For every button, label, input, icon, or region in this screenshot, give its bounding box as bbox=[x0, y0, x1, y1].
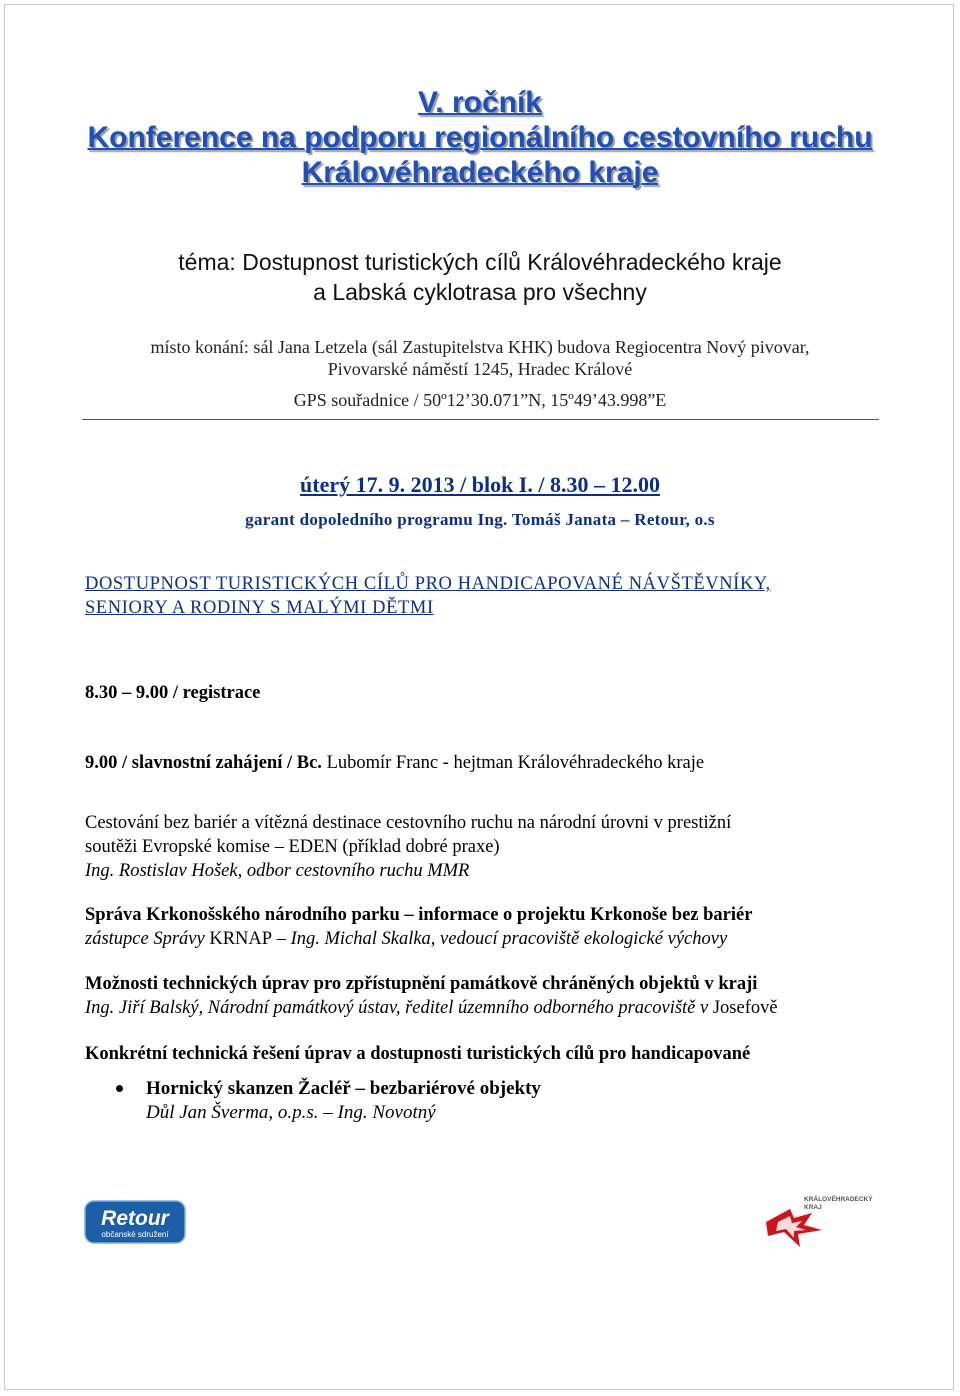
retour-logo-name: Retour bbox=[101, 1207, 169, 1230]
session-theme-line-2: SENIORY A RODINY S MALÝMI DĚTMI bbox=[85, 598, 434, 618]
program-item-3-speaker bbox=[85, 996, 885, 1020]
topic-line-2: a Labská cyklotrasa pro všechny bbox=[313, 279, 647, 305]
conference-title: Konference na podporu regionálního cestovního ruchu bbox=[87, 121, 873, 154]
program-item-3-speaker-b: Josefově bbox=[712, 998, 778, 1018]
opening-item bbox=[85, 751, 885, 775]
session-theme-line-1: DOSTUPNOST TURISTICKÝCH CÍLŮ PRO HANDICAPOVANÉ NÁVŠTĚVNÍKY, bbox=[85, 574, 771, 594]
program-item-2-speaker-a: zástupce Správy bbox=[85, 929, 210, 949]
session-date bbox=[0, 472, 960, 498]
kraj-logo-line-2: KRAJ bbox=[804, 1204, 822, 1211]
program-item-3-speaker-a: Ing. Jiří Balský, Národní památkový ústav, ředitel územního odborného pracoviště v bbox=[85, 998, 713, 1018]
gps-coordinates: GPS souřadnice / 50º12’30.071”N, 15º49’43.998”E bbox=[293, 390, 667, 410]
kraj-logo bbox=[764, 1192, 876, 1255]
program-item-1-title-1: Cestování bez bariér a vítězná destinace cestovního ruchu na národní úrovni v prestižní bbox=[85, 813, 732, 833]
registration-item: 8.30 – 9.00 / registrace bbox=[85, 683, 261, 703]
program-item-3 bbox=[85, 972, 885, 1020]
kraj-logo-line-1: KRÁLOVÉHRADECKÝ bbox=[804, 1196, 873, 1203]
bullet-text bbox=[146, 1077, 886, 1125]
program-item-2-speaker bbox=[85, 927, 885, 951]
venue-line-2: Pivovarské náměstí 1245, Hradec Králové bbox=[327, 359, 633, 379]
program-item-2-title: Správa Krkonošského národního parku – informace o projektu Krkonoše bez bariér bbox=[85, 905, 753, 925]
bullet-subtitle: Důl Jan Šverma, o.p.s. – Ing. Novotný bbox=[146, 1102, 436, 1123]
bullet-icon bbox=[116, 1085, 123, 1092]
program-item-4-title: Konkrétní technická řešení úprav a dostupnosti turistických cílů pro handicapované bbox=[85, 1044, 751, 1064]
opening-speaker: Lubomír Franc - hejtman Královéhradeckého kraje bbox=[321, 753, 705, 773]
bullet-title: Hornický skanzen Žacléř – bezbariérové objekty bbox=[146, 1078, 541, 1099]
session-date-text: úterý 17. 9. 2013 / blok I. / 8.30 – 12.00 bbox=[300, 472, 660, 497]
program-item-1-title-2: soutěži Evropské komise – EDEN (příklad dobré praxe) bbox=[85, 837, 500, 857]
opening-time: 9.00 / slavnostní zahájení / Bc. bbox=[85, 753, 322, 773]
session-garant: garant dopoledního programu Ing. Tomáš Janata – Retour, o.s bbox=[245, 510, 715, 529]
list-item bbox=[85, 1077, 885, 1127]
divider bbox=[82, 419, 879, 420]
program-item-2 bbox=[85, 903, 885, 951]
program-item-3-title: Možnosti technických úprav pro zpřístupnění památkově chráněných objektů v kraji bbox=[85, 974, 758, 994]
edition-title: V. ročník bbox=[418, 86, 542, 119]
retour-logo-subtitle: občanské sdružení bbox=[101, 1230, 169, 1239]
program-item-2-speaker-b: KRNAP bbox=[209, 929, 273, 949]
program-item-2-speaker-c: – Ing. Michal Skalka, vedoucí pracoviště ekologické výchovy bbox=[272, 929, 728, 949]
retour-logo bbox=[84, 1200, 186, 1249]
program-item-1 bbox=[85, 811, 885, 883]
topic-line-1: téma: Dostupnost turistických cílů Královéhradeckého kraje bbox=[178, 249, 782, 275]
venue-line-1: místo konání: sál Jana Letzela (sál Zastupitelstva KHK) budova Regiocentra Nový pivovar, bbox=[150, 337, 810, 357]
program-item-1-speaker: Ing. Rostislav Hošek, odbor cestovního ruchu MMR bbox=[85, 861, 470, 881]
conference-region: Královéhradeckého kraje bbox=[301, 156, 659, 189]
